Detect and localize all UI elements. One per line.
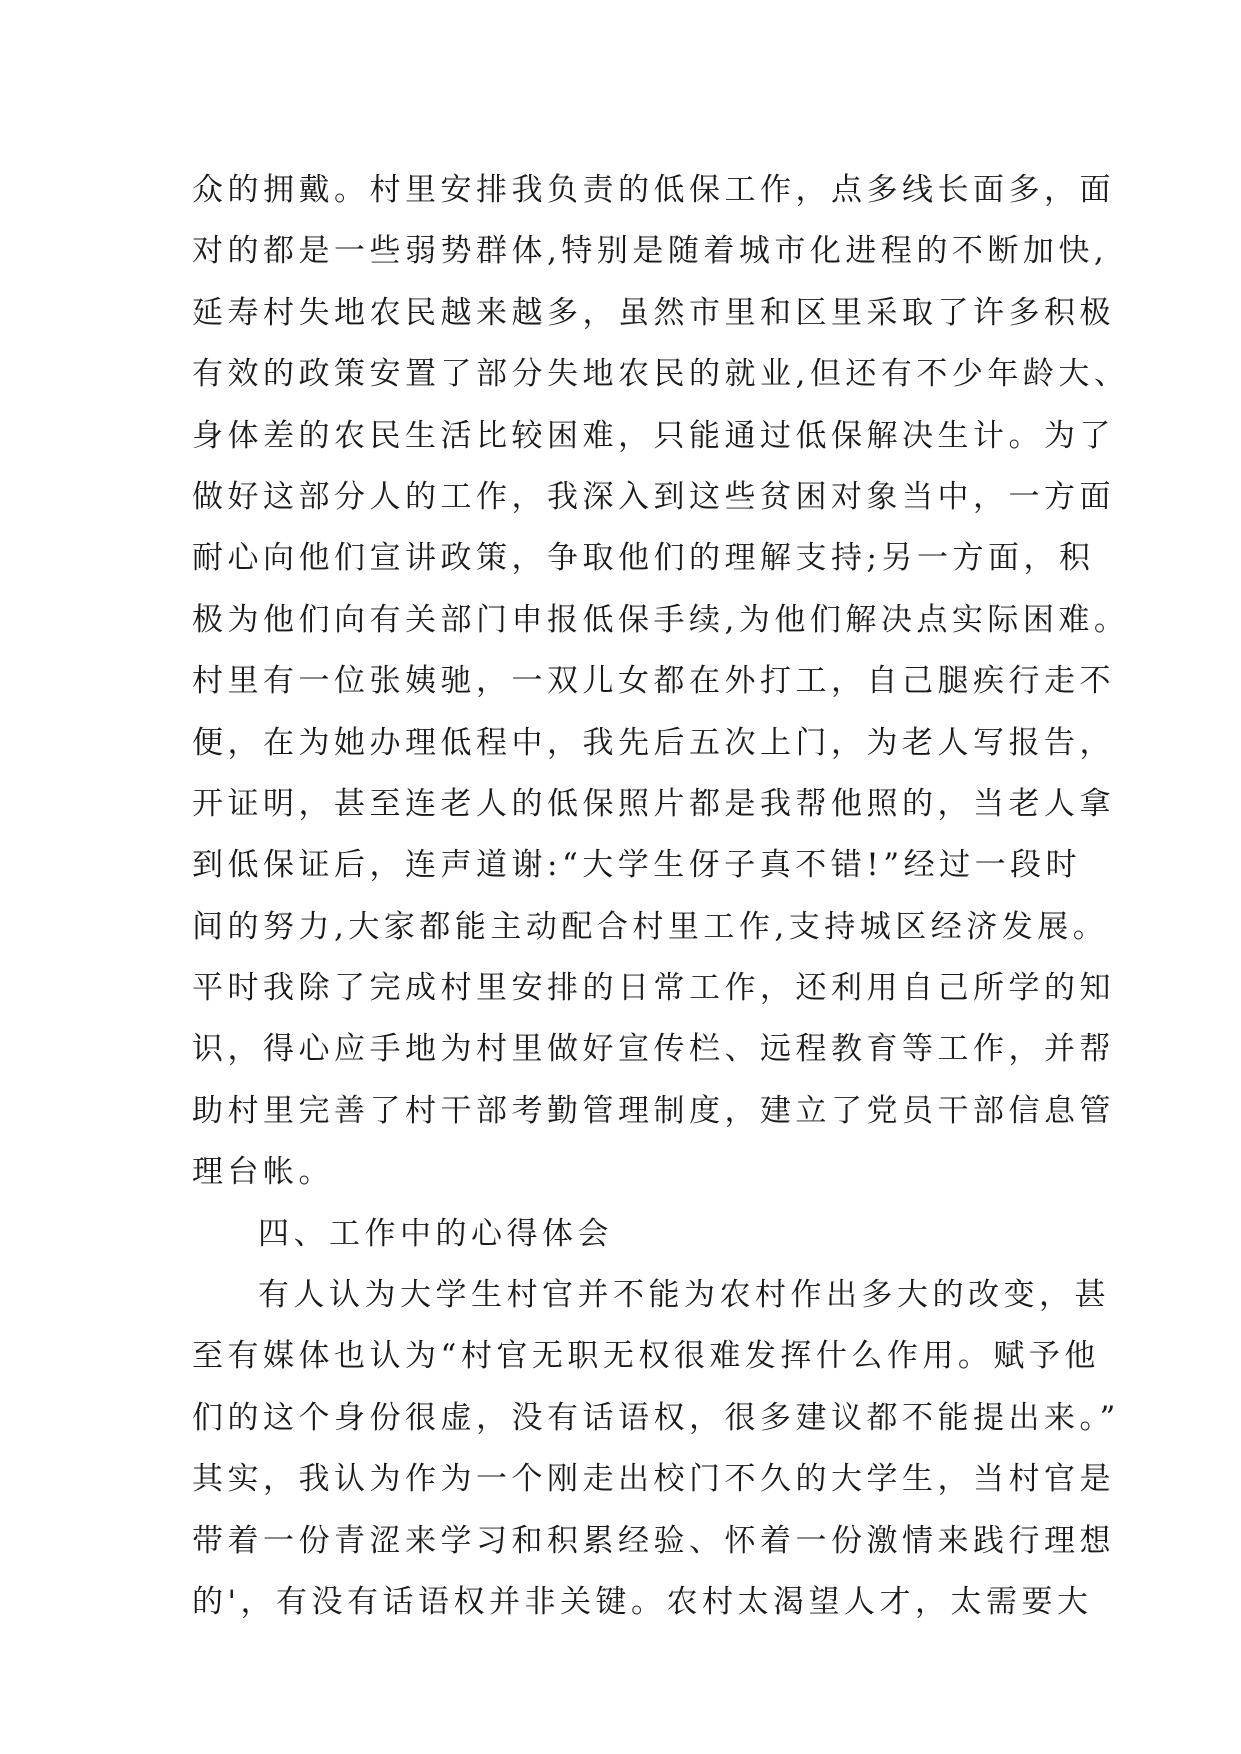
text-line: 理台帐。 <box>192 1154 334 1191</box>
text-line: 极为他们向有关部门申报低保手续,为他们解决点实际困难。 <box>192 601 1130 638</box>
text-line: 身体差的农民生活比较困难，只能通过低保解决生计。为了 <box>192 417 1115 454</box>
text-line: 至有媒体也认为“村官无职无权很难发挥什么作用。赋予他 <box>192 1338 1100 1375</box>
text-line: 平时我除了完成村里安排的日常工作，还利用自己所学的知 <box>192 970 1115 1007</box>
text-line: 众的拥戴。村里安排我负责的低保工作，点多线长面多，面 <box>192 172 1115 208</box>
text-line: 开证明，甚至连老人的低保照片都是我帮他照的，当老人拿 <box>192 785 1115 822</box>
text-line: 有效的政策安置了部分失地农民的就业,但还有不少年龄大、 <box>192 356 1130 393</box>
paragraph-start-line: 有人认为大学生村官并不能为农村作出多大的改变，甚 <box>258 1277 1110 1314</box>
text-line: 们的这个身份很虚，没有话语权，很多建议都不能提出来。” <box>192 1399 1120 1436</box>
text-line: 延寿村失地农民越来越多，虽然市里和区里采取了许多积极 <box>192 294 1115 331</box>
text-line: 做好这部分人的工作，我深入到这些贫困对象当中，一方面 <box>192 478 1115 515</box>
text-line: 的'，有没有话语权并非关键。农村太渴望人才，太需要大 <box>192 1583 1093 1620</box>
text-line: 耐心向他们宣讲政策，争取他们的理解支持;另一方面，积 <box>192 540 1095 577</box>
text-line: 带着一份青涩来学习和积累经验、怀着一份激情来践行理想 <box>192 1522 1115 1559</box>
body-text <box>192 160 1130 1633</box>
text-line: 其实，我认为作为一个刚走出校门不久的大学生，当村官是 <box>192 1461 1115 1498</box>
text-line: 间的努力,大家都能主动配合村里工作,支持城区经济发展。 <box>192 908 1109 945</box>
text-line: 村里有一位张姨驰，一双儿女都在外打工，自己腿疾行走不 <box>192 663 1115 700</box>
text-line: 助村里完善了村干部考勤管理制度，建立了党员干部信息管 <box>192 1092 1115 1129</box>
text-line: 便，在为她办理低程中，我先后五次上门，为老人写报告， <box>192 724 1115 761</box>
section-heading: 四、工作中的心得体会 <box>258 1215 613 1252</box>
text-line: 到低保证后，连声道谢:“大学生伢子真不错!”经过一段时 <box>192 847 1082 884</box>
text-line: 对的都是一些弱势群体,特别是随着城市化进程的不断加快, <box>192 233 1109 270</box>
text-line: 识，得心应手地为村里做好宣传栏、远程教育等工作，并帮 <box>192 1031 1115 1068</box>
